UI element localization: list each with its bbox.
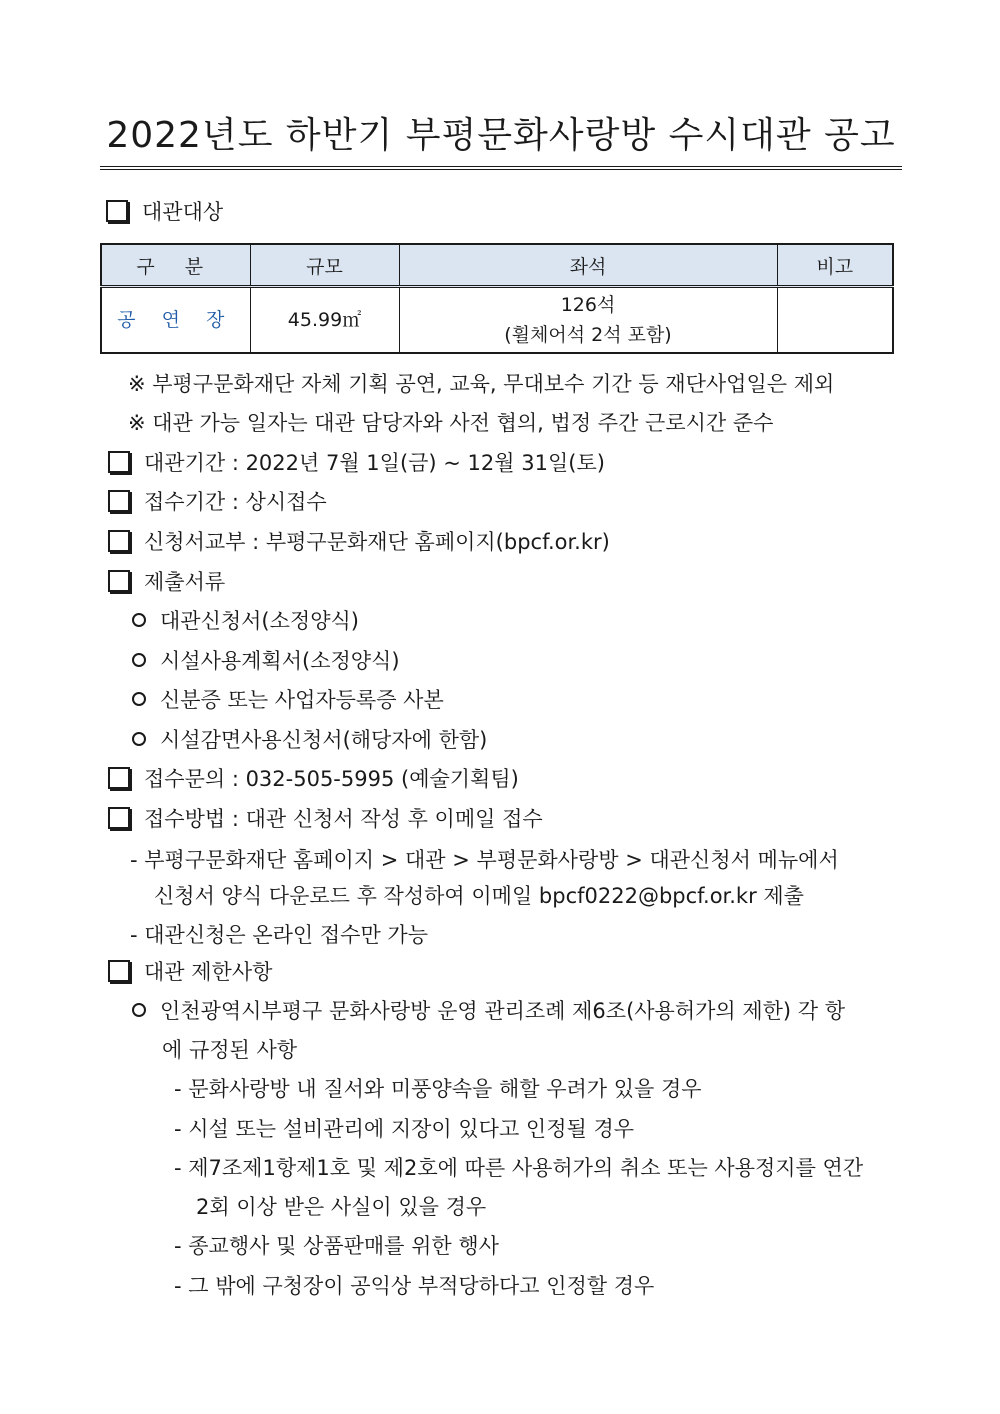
venue-table [100, 243, 894, 354]
cell-seats-detail: (휠체어석 2석 포함) [504, 324, 672, 346]
document-item-text: 시설사용계획서(소정양식) [160, 649, 400, 673]
circle-bullet-icon [132, 732, 146, 746]
checkbox-icon [108, 807, 130, 829]
method-line-2: 신청서 양식 다운로드 후 작성하여 이메일 bpcf0222@bpcf.or.kr 제출 [154, 884, 804, 908]
rental-period [108, 448, 605, 478]
form-distribution [108, 527, 610, 557]
document-item-text: 대관신청서(소정양식) [160, 609, 359, 633]
checkbox-icon [108, 767, 130, 789]
table-header-row [101, 244, 893, 287]
restriction-item-cont: 2회 이상 받은 사실이 있을 경우 [196, 1195, 487, 1219]
header-size: 규모 [250, 244, 399, 287]
restriction-item: - 그 밖에 구청장이 공익상 부적당하다고 인정할 경우 [174, 1274, 655, 1298]
circle-bullet-icon [132, 692, 146, 706]
form-distribution-text: 신청서교부 : 부평구문화재단 홈페이지(bpcf.or.kr) [144, 530, 610, 554]
application-period [108, 487, 327, 517]
document-item-text: 신분증 또는 사업자등록증 사본 [160, 688, 444, 712]
application-period-text: 접수기간 : 상시접수 [144, 490, 327, 514]
note-1: ※ 부평구문화재단 자체 기획 공연, 교육, 무대보수 기간 등 재단사업일은 제외 [128, 372, 835, 396]
document-item-text: 시설감면사용신청서(해당자에 한함) [160, 728, 488, 752]
checkbox-icon [108, 490, 130, 512]
cell-seats-count: 126석 [560, 294, 616, 316]
documents-heading-text: 제출서류 [144, 570, 226, 594]
document-item [132, 685, 444, 715]
circle-bullet-icon [132, 653, 146, 667]
checkbox-icon [108, 960, 130, 982]
checkbox-icon [108, 451, 130, 473]
documents-heading [108, 567, 225, 597]
inquiry [108, 764, 519, 794]
restriction-item: - 시설 또는 설비관리에 지장이 있다고 인정될 경우 [174, 1117, 635, 1141]
cell-note [777, 287, 893, 354]
section-target [106, 197, 223, 227]
circle-bullet-icon [132, 1003, 146, 1017]
section-target-label: 대관대상 [142, 200, 224, 224]
method-line-3: - 대관신청은 온라인 접수만 가능 [130, 923, 428, 947]
rental-period-text: 대관기간 : 2022년 7월 1일(금) ~ 12월 31일(토) [144, 451, 605, 475]
restrictions-heading-text: 대관 제한사항 [144, 960, 273, 984]
header-category: 구 분 [101, 244, 250, 287]
table-row [101, 287, 893, 354]
checkbox-icon [108, 530, 130, 552]
document-item [132, 606, 359, 636]
restrictions-heading [108, 957, 272, 987]
cell-category: 공 연 장 [101, 287, 250, 354]
note-2: ※ 대관 가능 일자는 대관 담당자와 사전 협의, 법정 주간 근로시간 준수 [128, 411, 774, 435]
checkbox-icon [108, 570, 130, 592]
document-title: 2022년도 하반기 부평문화사랑방 수시대관 공고 [100, 112, 902, 170]
method-heading-text: 접수방법 : 대관 신청서 작성 후 이메일 접수 [144, 807, 543, 831]
checkbox-icon [106, 200, 128, 222]
inquiry-text: 접수문의 : 032-505-5995 (예술기획팀) [144, 767, 519, 791]
header-note: 비고 [777, 244, 893, 287]
circle-bullet-icon [132, 613, 146, 627]
document-item [132, 725, 487, 755]
method-heading [108, 804, 543, 834]
cell-size: 45.99㎡ [250, 287, 399, 354]
method-line-1: - 부평구문화재단 홈페이지 > 대관 > 부평문화사랑방 > 대관신청서 메뉴에서 [130, 848, 839, 872]
restriction-item: - 문화사랑방 내 질서와 미풍양속을 해할 우려가 있을 경우 [174, 1077, 702, 1101]
restriction-item: - 제7조제1항제1호 및 제2호에 따른 사용허가의 취소 또는 사용정지를 연간 [174, 1156, 864, 1180]
restriction-rule-text: 인천광역시부평구 문화사랑방 운영 관리조례 제6조(사용허가의 제한) 각 항 [160, 999, 846, 1023]
restriction-item: - 종교행사 및 상품판매를 위한 행사 [174, 1234, 499, 1258]
header-seats: 좌석 [399, 244, 777, 287]
document-item [132, 646, 400, 676]
cell-seats [399, 287, 777, 354]
restriction-rule-cont: 에 규정된 사항 [162, 1038, 298, 1062]
restriction-rule [132, 996, 845, 1026]
